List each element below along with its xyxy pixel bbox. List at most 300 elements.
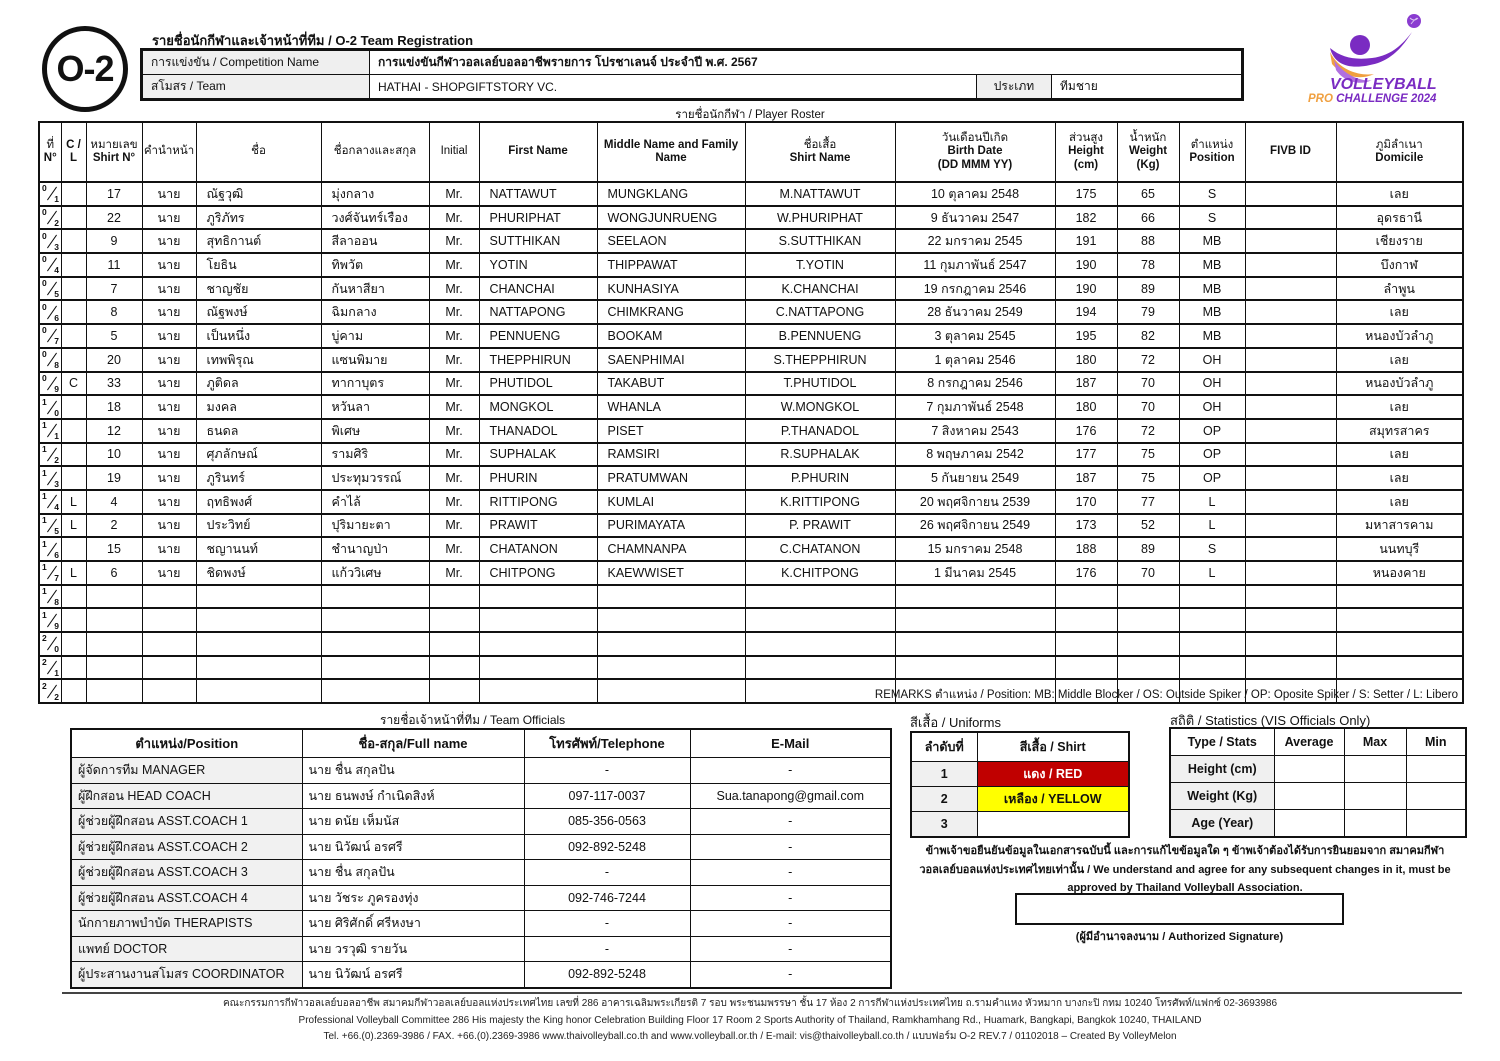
cell-name-th: ศุภลักษณ์ xyxy=(196,443,321,467)
uniform-row xyxy=(911,787,1129,812)
stats-row xyxy=(1170,756,1466,783)
cell-fivb-id xyxy=(1245,229,1336,253)
cell-family-name: WONGJUNRUENG xyxy=(597,206,745,230)
cell-domicile: เลย xyxy=(1336,490,1463,514)
cell-family-name: WHANLA xyxy=(597,395,745,419)
official-row xyxy=(71,809,891,835)
cell-title: นาย xyxy=(142,537,196,561)
cell-initial: Mr. xyxy=(429,372,479,396)
official-email: - xyxy=(690,834,891,860)
cell-domicile xyxy=(1336,608,1463,632)
row-number-units: 3 xyxy=(54,241,59,252)
confirmation-statement xyxy=(905,842,1465,898)
col-shirt-name: ชื่อเสื้อ Shirt Name xyxy=(745,122,895,182)
official-position: แพทย์ DOCTOR xyxy=(71,936,302,962)
row-number-tens: 1 xyxy=(42,443,47,454)
cell-first-name: PHURIN xyxy=(479,466,597,490)
player-roster-table xyxy=(38,121,1464,704)
cell-surname-th xyxy=(321,679,429,703)
cell-name-th xyxy=(196,585,321,609)
cell-surname-th: แก้ววิเศษ xyxy=(321,561,429,585)
logo-challenge-text: CHALLENGE 2024 xyxy=(1336,93,1437,105)
signature-field[interactable] xyxy=(1015,893,1344,925)
official-row xyxy=(71,834,891,860)
cell-height: 175 xyxy=(1055,182,1117,206)
cell-surname-th: หวันลา xyxy=(321,395,429,419)
document-title: รายชื่อนักกีฬาและเจ้าหน้าที่ทีม / O-2 Team Registration xyxy=(152,33,474,48)
player-roster-caption: รายชื่อนักกีฬา / Player Roster xyxy=(675,109,825,121)
cell-name-th: ณัฐวุฒิ xyxy=(196,182,321,206)
cell-domicile: เชียงราย xyxy=(1336,229,1463,253)
cell-name-th: ชาญชัย xyxy=(196,277,321,301)
cell-title: นาย xyxy=(142,372,196,396)
cell-height: 195 xyxy=(1055,324,1117,348)
cell-surname-th: ประทุมวรรณ์ xyxy=(321,466,429,490)
official-phone: 092-892-5248 xyxy=(524,834,690,860)
roster-row xyxy=(39,348,1463,372)
cell-height: 190 xyxy=(1055,253,1117,277)
row-number-units: 0 xyxy=(54,407,59,418)
cell-weight: 65 xyxy=(1117,182,1179,206)
cell-fivb-id xyxy=(1245,348,1336,372)
official-position: ผู้ประสานงานสโมสร COORDINATOR xyxy=(71,962,302,988)
cell-weight: 70 xyxy=(1117,395,1179,419)
roster-row xyxy=(39,561,1463,585)
cell-title: นาย xyxy=(142,324,196,348)
official-phone: - xyxy=(524,936,690,962)
cell-shirt-number: 2 xyxy=(86,514,142,538)
cell-initial: Mr. xyxy=(429,514,479,538)
official-position: ผู้ฝึกสอน HEAD COACH xyxy=(71,783,302,809)
team-officials-caption: รายชื่อเจ้าหน้าที่ทีม / Team Officials xyxy=(380,713,566,727)
cell-position: MB xyxy=(1179,300,1245,324)
cell-height: 173 xyxy=(1055,514,1117,538)
row-number-units: 4 xyxy=(54,502,59,513)
stats-col-max: Max xyxy=(1344,728,1406,756)
cell-first-name: CHITPONG xyxy=(479,561,597,585)
official-email: - xyxy=(690,885,891,911)
cell-position: MB xyxy=(1179,253,1245,277)
cell-position: L xyxy=(1179,490,1245,514)
cell-position: S xyxy=(1179,537,1245,561)
cell-weight: 89 xyxy=(1117,277,1179,301)
cell-surname-th: คำไล้ xyxy=(321,490,429,514)
cell-captain-libero xyxy=(61,182,86,206)
row-number-tens: 1 xyxy=(42,420,47,431)
row-number-units: 1 xyxy=(54,431,59,442)
col-captain-libero: C / L xyxy=(61,122,86,182)
official-row xyxy=(71,885,891,911)
cell-name-th: ชญานนท์ xyxy=(196,537,321,561)
cell-position xyxy=(1179,585,1245,609)
cell-domicile: มหาสารคาม xyxy=(1336,514,1463,538)
cell-position: OH xyxy=(1179,395,1245,419)
stats-col-min: Min xyxy=(1406,728,1466,756)
cell-initial: Mr. xyxy=(429,490,479,514)
roster-row xyxy=(39,537,1463,561)
cell-birth-date xyxy=(895,585,1055,609)
cell-initial: Mr. xyxy=(429,300,479,324)
cell-surname-th: แซนพิมาย xyxy=(321,348,429,372)
cell-surname-th: รามศิริ xyxy=(321,443,429,467)
cell-height xyxy=(1055,585,1117,609)
row-number xyxy=(39,253,61,277)
cell-title: นาย xyxy=(142,206,196,230)
cell-title: นาย xyxy=(142,253,196,277)
cell-initial: Mr. xyxy=(429,395,479,419)
cell-shirt-name: C.NATTAPONG xyxy=(745,300,895,324)
cell-initial xyxy=(429,632,479,656)
uniforms-table xyxy=(910,731,1130,838)
official-phone: - xyxy=(524,758,690,784)
row-number-tens: 1 xyxy=(42,609,47,620)
cell-domicile: สมุทรสาคร xyxy=(1336,419,1463,443)
official-row xyxy=(71,783,891,809)
stats-min xyxy=(1406,810,1466,838)
col-first-name: First Name xyxy=(479,122,597,182)
cell-shirt-number: 7 xyxy=(86,277,142,301)
cell-name-th xyxy=(196,656,321,680)
cell-title xyxy=(142,632,196,656)
cell-birth-date: 22 มกราคม 2545 xyxy=(895,229,1055,253)
cell-first-name: PENNUENG xyxy=(479,324,597,348)
cell-first-name xyxy=(479,656,597,680)
row-number xyxy=(39,229,61,253)
row-number-tens: 1 xyxy=(42,562,47,573)
footer-line-3: Tel. +66.(0).2369-3986 / FAX. +66.(0).2369-3986 www.thaivolleyball.co.th and www.volleyball.or.th / E-mail: vis@thaivolleyball.co.th / แบบฟอร์ม O-2 REV.7 / 01102018 – Created By VolleyMelon xyxy=(323,1031,1177,1042)
cell-title: นาย xyxy=(142,466,196,490)
row-number-tens: 0 xyxy=(42,207,47,218)
roster-row xyxy=(39,277,1463,301)
confirmation-line-2: วอลเลย์บอลแห่งประเทศไทยเท่านั้น / We understand and agree for any subsequent changes in it, must be xyxy=(919,863,1451,876)
cell-domicile: หนองคาย xyxy=(1336,561,1463,585)
cell-domicile: เลย xyxy=(1336,395,1463,419)
row-number-units: 6 xyxy=(54,312,59,323)
roster-row xyxy=(39,372,1463,396)
cell-fivb-id xyxy=(1245,324,1336,348)
cell-name-th: ณัฐพงษ์ xyxy=(196,300,321,324)
cell-birth-date: 11 กุมภาพันธ์ 2547 xyxy=(895,253,1055,277)
cell-domicile: นนทบุรี xyxy=(1336,537,1463,561)
cell-captain-libero xyxy=(61,632,86,656)
uniforms-caption: สีเสื้อ / Uniforms xyxy=(910,715,1001,730)
row-number xyxy=(39,632,61,656)
cell-name-th xyxy=(196,608,321,632)
cell-initial: Mr. xyxy=(429,229,479,253)
row-number-units: 1 xyxy=(54,668,59,679)
cell-shirt-number: 8 xyxy=(86,300,142,324)
cell-captain-libero xyxy=(61,443,86,467)
cell-domicile: เลย xyxy=(1336,182,1463,206)
stats-max xyxy=(1344,756,1406,783)
cell-height: 176 xyxy=(1055,419,1117,443)
cell-shirt-name: S.SUTTHIKAN xyxy=(745,229,895,253)
roster-row xyxy=(39,206,1463,230)
row-number-tens: 0 xyxy=(42,183,47,194)
cell-shirt-number xyxy=(86,679,142,703)
cell-captain-libero xyxy=(61,395,86,419)
cell-captain-libero xyxy=(61,324,86,348)
row-number xyxy=(39,514,61,538)
confirmation-line-1: ข้าพเจ้าขอยืนยันข้อมูลในเอกสารฉบับนี้ และการแก้ไขข้อมูลใด ๆ ข้าพเจ้าต้องได้รับการยินยอมจาก สมาคมกีฬา xyxy=(925,845,1445,857)
cell-initial: Mr. xyxy=(429,324,479,348)
cell-family-name: RAMSIRI xyxy=(597,443,745,467)
cell-weight: 89 xyxy=(1117,537,1179,561)
cell-height: 190 xyxy=(1055,277,1117,301)
cell-first-name: NATTAWUT xyxy=(479,182,597,206)
cell-weight xyxy=(1117,585,1179,609)
row-number-units: 4 xyxy=(54,265,59,276)
uniforms-col-shirt: สีเสื้อ / Shirt xyxy=(977,732,1129,762)
cell-name-th: ภูรินทร์ xyxy=(196,466,321,490)
row-number xyxy=(39,490,61,514)
cell-initial: Mr. xyxy=(429,206,479,230)
cell-name-th: ฤทธิพงศ์ xyxy=(196,490,321,514)
cell-shirt-name xyxy=(745,585,895,609)
cell-shirt-name: P. PRAWIT xyxy=(745,514,895,538)
cell-first-name: SUPHALAK xyxy=(479,443,597,467)
cell-birth-date: 28 ธันวาคม 2549 xyxy=(895,300,1055,324)
roster-row xyxy=(39,632,1463,656)
cell-first-name: PHUTIDOL xyxy=(479,372,597,396)
cell-shirt-number: 4 xyxy=(86,490,142,514)
cell-surname-th: บู่คาม xyxy=(321,324,429,348)
cell-shirt-name: T.YOTIN xyxy=(745,253,895,277)
official-phone: 092-746-7244 xyxy=(524,885,690,911)
cell-height: 191 xyxy=(1055,229,1117,253)
row-number xyxy=(39,561,61,585)
cell-family-name: KUNHASIYA xyxy=(597,277,745,301)
cell-captain-libero: L xyxy=(61,514,86,538)
uniform-color xyxy=(977,812,1129,838)
cell-position: OP xyxy=(1179,443,1245,467)
official-email: - xyxy=(690,758,891,784)
cell-title xyxy=(142,585,196,609)
cell-shirt-name: P.THANADOL xyxy=(745,419,895,443)
form-badge xyxy=(42,26,128,112)
official-row xyxy=(71,758,891,784)
cell-captain-libero: L xyxy=(61,490,86,514)
row-number-tens: 0 xyxy=(42,349,47,360)
confirmation-line-3: approved by Thailand Volleyball Association. xyxy=(1067,882,1303,894)
cell-shirt-number: 20 xyxy=(86,348,142,372)
official-position: นักกายภาพบำบัด THERAPISTS xyxy=(71,911,302,937)
cell-title xyxy=(142,608,196,632)
roster-row xyxy=(39,324,1463,348)
row-number xyxy=(39,443,61,467)
col-domicile: ภูมิลำเนา Domicile xyxy=(1336,122,1463,182)
cell-surname-th: ชำนาญป่า xyxy=(321,537,429,561)
row-number xyxy=(39,537,61,561)
col-fivb-id: FIVB ID xyxy=(1245,122,1336,182)
cell-title xyxy=(142,656,196,680)
cell-height: 187 xyxy=(1055,372,1117,396)
uniforms-col-order: ลำดับที่ xyxy=(911,732,977,762)
cell-weight: 82 xyxy=(1117,324,1179,348)
cell-birth-date xyxy=(895,632,1055,656)
cell-shirt-number: 18 xyxy=(86,395,142,419)
cell-birth-date: 8 พฤษภาคม 2542 xyxy=(895,443,1055,467)
row-number xyxy=(39,585,61,609)
cell-height xyxy=(1055,608,1117,632)
cell-name-th: เทพพิรุณ xyxy=(196,348,321,372)
cell-surname-th xyxy=(321,585,429,609)
roster-row xyxy=(39,229,1463,253)
cell-first-name xyxy=(479,679,597,703)
official-email: - xyxy=(690,860,891,886)
cell-first-name: SUTTHIKAN xyxy=(479,229,597,253)
row-number-tens: 0 xyxy=(42,301,47,312)
cell-fivb-id xyxy=(1245,537,1336,561)
official-email: - xyxy=(690,936,891,962)
cell-family-name: SAENPHIMAI xyxy=(597,348,745,372)
cell-position: L xyxy=(1179,561,1245,585)
col-height: ส่วนสูง Height (cm) xyxy=(1055,122,1117,182)
cell-height xyxy=(1055,656,1117,680)
cell-fivb-id xyxy=(1245,419,1336,443)
cell-shirt-name: T.PHUTIDOL xyxy=(745,372,895,396)
cell-first-name: NATTAPONG xyxy=(479,300,597,324)
cell-title: นาย xyxy=(142,229,196,253)
cell-surname-th xyxy=(321,608,429,632)
cell-weight xyxy=(1117,656,1179,680)
cell-shirt-number: 5 xyxy=(86,324,142,348)
cell-first-name: THANADOL xyxy=(479,419,597,443)
cell-title xyxy=(142,679,196,703)
official-name: นาย วรวุฒิ รายวัน xyxy=(302,936,524,962)
cell-weight: 72 xyxy=(1117,419,1179,443)
row-number-units: 7 xyxy=(54,573,59,584)
cell-name-th: เป็นหนึ่ง xyxy=(196,324,321,348)
cell-shirt-name: C.CHATANON xyxy=(745,537,895,561)
cell-domicile: บึงกาฬ xyxy=(1336,253,1463,277)
cell-title: นาย xyxy=(142,490,196,514)
position-remarks: REMARKS ตำแหน่ง / Position: MB: Middle Blocker / OS: Outside Spiker / OP: Oposite Spiker / S: Setter / L: Libero xyxy=(874,689,1458,701)
row-number-units: 9 xyxy=(54,620,59,631)
row-number-tens: 2 xyxy=(42,680,47,691)
cell-position xyxy=(1179,656,1245,680)
cell-birth-date: 26 พฤศจิกายน 2549 xyxy=(895,514,1055,538)
stats-min xyxy=(1406,783,1466,810)
cell-position: S xyxy=(1179,206,1245,230)
officials-col-position: ตำแหน่ง/Position xyxy=(71,729,302,758)
cell-captain-libero xyxy=(61,253,86,277)
cell-height: 182 xyxy=(1055,206,1117,230)
cell-birth-date xyxy=(895,608,1055,632)
row-number-units: 5 xyxy=(54,289,59,300)
cell-surname-th: วงศ์จันทร์เรือง xyxy=(321,206,429,230)
cell-fivb-id xyxy=(1245,372,1336,396)
official-row xyxy=(71,911,891,937)
cell-initial: Mr. xyxy=(429,443,479,467)
cell-family-name xyxy=(597,585,745,609)
cell-weight: 66 xyxy=(1117,206,1179,230)
row-number-units: 8 xyxy=(54,360,59,371)
cell-name-th: ภูริภัทร xyxy=(196,206,321,230)
row-number-units: 3 xyxy=(54,478,59,489)
cell-weight: 78 xyxy=(1117,253,1179,277)
cell-family-name: PURIMAYATA xyxy=(597,514,745,538)
cell-birth-date: 9 ธันวาคม 2547 xyxy=(895,206,1055,230)
roster-row xyxy=(39,419,1463,443)
cell-name-th xyxy=(196,632,321,656)
cell-family-name: TAKABUT xyxy=(597,372,745,396)
cell-domicile: เลย xyxy=(1336,466,1463,490)
cell-birth-date: 15 มกราคม 2548 xyxy=(895,537,1055,561)
cell-domicile xyxy=(1336,656,1463,680)
row-number-units: 7 xyxy=(54,336,59,347)
cell-weight: 88 xyxy=(1117,229,1179,253)
row-number xyxy=(39,182,61,206)
official-position: ผู้จัดการทีม MANAGER xyxy=(71,758,302,784)
cell-height: 180 xyxy=(1055,395,1117,419)
cell-birth-date: 7 สิงหาคม 2543 xyxy=(895,419,1055,443)
cell-initial: Mr. xyxy=(429,253,479,277)
stats-min xyxy=(1406,756,1466,783)
cell-first-name xyxy=(479,608,597,632)
cell-shirt-name: B.PENNUENG xyxy=(745,324,895,348)
col-shirt-number: หมายเลข Shirt N° xyxy=(86,122,142,182)
cell-captain-libero xyxy=(61,608,86,632)
official-name: นาย ศิริศักดิ์ ศรีหงษา xyxy=(302,911,524,937)
uniform-order: 3 xyxy=(911,812,977,838)
cell-birth-date: 10 ตุลาคม 2548 xyxy=(895,182,1055,206)
cell-weight: 52 xyxy=(1117,514,1179,538)
competition-label: การแข่งขัน / Competition Name xyxy=(143,51,370,75)
footer-line-2: Professional Volleyball Committee 286 His majesty the King honor Celebration Building Floor 17 Room 2 Sports Authority of Thailand, Ramkhamhang Rd., Huamark, Bangkapi, Bangkok 10240, THAILAND xyxy=(298,1014,1202,1026)
col-birth-date: วันเดือนปีเกิด Birth Date (DD MMM YY) xyxy=(895,122,1055,182)
cell-captain-libero xyxy=(61,679,86,703)
cell-initial xyxy=(429,585,479,609)
roster-row xyxy=(39,585,1463,609)
cell-title: นาย xyxy=(142,419,196,443)
competition-info-table xyxy=(142,50,1242,99)
uniform-order: 1 xyxy=(911,762,977,787)
col-weight: น้ำหนัก Weight (Kg) xyxy=(1117,122,1179,182)
cell-height: 187 xyxy=(1055,466,1117,490)
stats-max xyxy=(1344,810,1406,838)
cell-shirt-name: W.MONGKOL xyxy=(745,395,895,419)
cell-family-name: MUNGKLANG xyxy=(597,182,745,206)
officials-header-row xyxy=(71,729,891,758)
footer-divider xyxy=(62,992,1462,994)
cell-captain-libero xyxy=(61,466,86,490)
row-number xyxy=(39,679,61,703)
cell-fivb-id xyxy=(1245,608,1336,632)
cell-shirt-name: M.NATTAWUT xyxy=(745,182,895,206)
cell-height: 188 xyxy=(1055,537,1117,561)
row-number-tens: 1 xyxy=(42,586,47,597)
cell-shirt-number: 6 xyxy=(86,561,142,585)
statistics-table xyxy=(1169,727,1467,838)
cell-shirt-number: 22 xyxy=(86,206,142,230)
cell-shirt-number: 15 xyxy=(86,537,142,561)
cell-surname-th: มุ่งกลาง xyxy=(321,182,429,206)
cell-captain-libero xyxy=(61,300,86,324)
roster-row xyxy=(39,656,1463,680)
official-position: ผู้ช่วยผู้ฝึกสอน ASST.COACH 2 xyxy=(71,834,302,860)
cell-surname-th xyxy=(321,656,429,680)
cell-captain-libero xyxy=(61,656,86,680)
cell-weight: 72 xyxy=(1117,348,1179,372)
cell-birth-date: 1 มีนาคม 2545 xyxy=(895,561,1055,585)
roster-row xyxy=(39,300,1463,324)
cell-family-name: KUMLAI xyxy=(597,490,745,514)
uniform-order: 2 xyxy=(911,787,977,812)
cell-initial xyxy=(429,679,479,703)
cell-weight: 70 xyxy=(1117,372,1179,396)
uniform-row xyxy=(911,812,1129,838)
